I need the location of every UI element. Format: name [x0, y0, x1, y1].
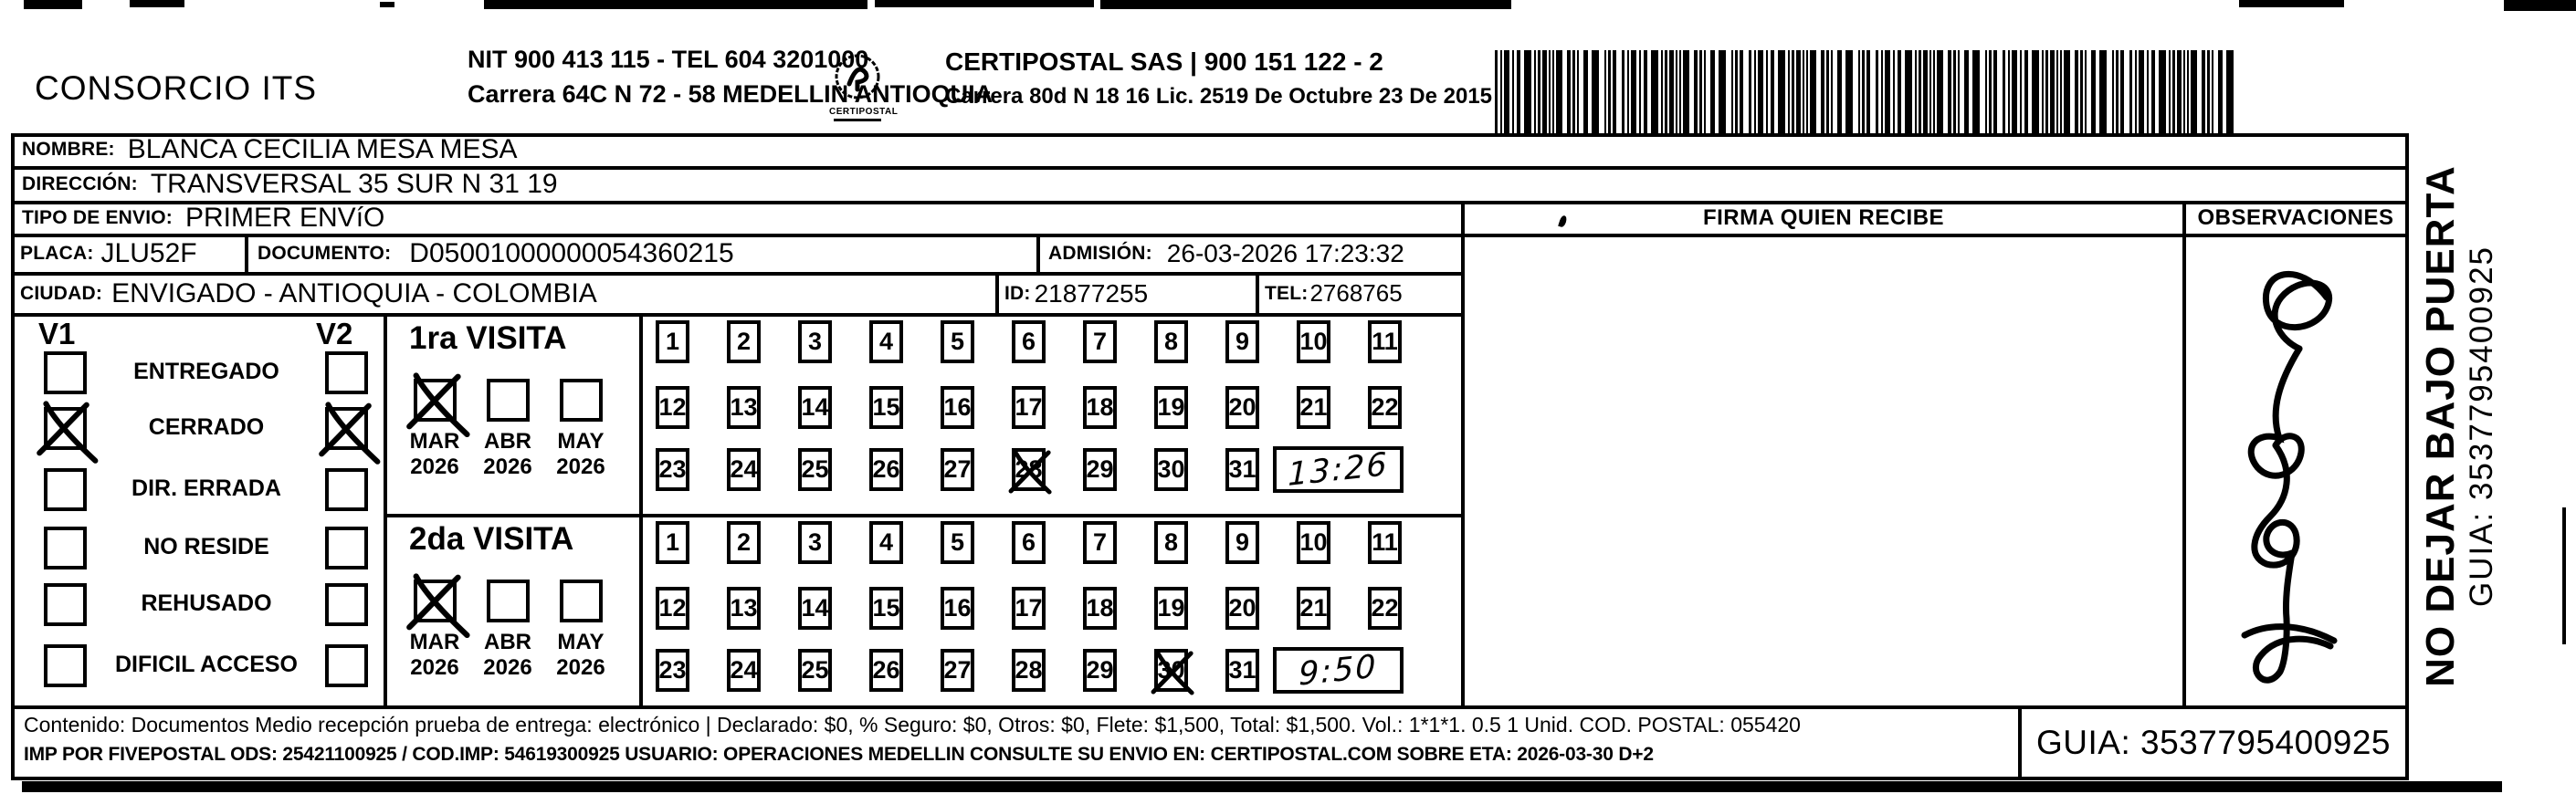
barcode-bar — [2191, 50, 2197, 134]
handwritten-x-mark — [1152, 647, 1196, 698]
barcode-bar — [2056, 50, 2058, 134]
day-box-4[interactable]: 4 — [869, 320, 903, 363]
barcode-bar — [1592, 50, 1599, 134]
day-box-26[interactable]: 26 — [869, 448, 903, 491]
checkbox-v1-dir-errada[interactable] — [44, 468, 87, 511]
footer-imp-line: IMP POR FIVEPOSTAL ODS: 25421100925 / COD.IMP: 54619300925 USUARIO: OPERACIONES MEDELLIN CONSULTE SU ENVIO EN: CERTIPOSTAL.COM SOBRE ETA: 2026-03-30 D+2 — [24, 744, 1654, 765]
barcode-bar — [2159, 50, 2166, 134]
barcode-bar — [1862, 50, 1865, 134]
day-box-16[interactable]: 16 — [941, 587, 974, 630]
v2-header: V2 — [316, 317, 353, 350]
admision-value: 26-03-2026 17:23:32 — [1166, 239, 1404, 267]
barcode-bar — [1876, 50, 1878, 134]
barcode-bar — [1524, 50, 1531, 134]
visit-title: 1ra VISITA — [409, 320, 567, 356]
id-label: ID: — [1004, 282, 1031, 304]
day-box-21[interactable]: 21 — [1297, 587, 1330, 630]
handwritten-time-box[interactable] — [1273, 446, 1404, 493]
handwritten-x-mark — [321, 402, 375, 457]
day-box-9[interactable]: 9 — [1225, 521, 1259, 564]
barcode-bar — [1923, 50, 1928, 134]
barcode — [1495, 50, 2242, 134]
month-column-mar — [402, 580, 468, 681]
barcode-bar — [2207, 50, 2210, 134]
barcode-bar — [1964, 50, 1969, 134]
checkbox-month-mar[interactable] — [414, 379, 457, 422]
barcode-bar — [1866, 50, 1870, 134]
barcode-bar — [2003, 50, 2005, 134]
day-box-8[interactable]: 8 — [1154, 320, 1188, 363]
day-box-1[interactable]: 1 — [656, 320, 689, 363]
id-cell — [1004, 274, 1148, 313]
barcode-bar — [1749, 50, 1751, 134]
barcode-bar — [1552, 50, 1554, 134]
barcode-bar — [1495, 50, 1498, 134]
barcode-bar — [1915, 50, 1917, 134]
barcode-bar — [1542, 50, 1547, 134]
handwritten-x-mark — [408, 373, 465, 430]
company-nit-line: NIT 900 413 115 - TEL 604 3201000 — [468, 46, 869, 73]
day-box-7[interactable]: 7 — [1083, 320, 1117, 363]
barcode-bar — [2112, 50, 2114, 134]
barcode-bar — [1504, 50, 1509, 134]
barcode-bar — [1905, 50, 1912, 134]
barcode-bar — [2099, 50, 2107, 134]
barcode-bar — [1604, 50, 1606, 134]
barcode-bar — [1810, 50, 1816, 134]
certipostal-logo-icon — [829, 51, 886, 102]
side-label-line2: GUIA: 3537795400925 — [2464, 245, 2499, 608]
visit-title: 2da VISITA — [409, 521, 574, 557]
day-box-20[interactable]: 20 — [1225, 587, 1259, 630]
tipo-envio-value: PRIMER ENVíO — [185, 203, 385, 233]
tipo-envio-row — [22, 203, 384, 234]
day-box-29[interactable]: 29 — [1083, 649, 1117, 692]
barcode-bar — [1583, 50, 1588, 134]
barcode-bar — [1676, 50, 1677, 134]
day-box-14[interactable]: 14 — [798, 386, 832, 429]
scan-artifact — [875, 0, 1094, 7]
barcode-bar — [1512, 50, 1514, 134]
day-box-22[interactable]: 22 — [1368, 587, 1402, 630]
day-box-10[interactable]: 10 — [1297, 320, 1330, 363]
barcode-bar — [2060, 50, 2062, 134]
scan-artifact-bottom-bar — [22, 781, 2502, 792]
handwritten-x-mark — [1010, 446, 1054, 497]
barcode-bar — [1831, 50, 1833, 134]
tel-label: TEL: — [1265, 282, 1309, 304]
day-box-24[interactable]: 24 — [727, 448, 761, 491]
barcode-bar — [2050, 50, 2055, 134]
barcode-bar — [1933, 50, 1935, 134]
barcode-bar — [1608, 50, 1611, 134]
barcode-bar — [1953, 50, 1956, 134]
barcode-bar — [2202, 50, 2205, 134]
status-option-label: NO RESIDE — [143, 534, 269, 559]
day-box-22[interactable]: 22 — [1368, 386, 1402, 429]
barcode-bar — [1958, 50, 1960, 134]
certipostal-address: Carrera 80d N 18 16 Lic. 2519 De Octubre 23 De 2015 — [945, 84, 1493, 109]
day-box-9[interactable]: 9 — [1225, 320, 1259, 363]
checkbox-v2-dir-errada[interactable] — [325, 468, 368, 511]
checkbox-v2-dificil-acceso[interactable] — [325, 644, 368, 687]
nombre-value: BLANCA CECILIA MESA MESA — [127, 134, 518, 164]
barcode-bar — [1989, 50, 1992, 134]
admision-cell — [1048, 235, 1404, 272]
footer-content-line: Contenido: Documentos Medio recepción prueba de entrega: electrónico | Declarado: $0, % Seguro: $0, Otros: $0, Flete: $1,500, Total: $1,500. Vol.: 1*1*1. 0.5 1 Unid. COD. POSTAL: 055420 — [24, 713, 1801, 737]
day-box-6[interactable]: 6 — [1012, 320, 1046, 363]
status-option-label: REHUSADO — [141, 590, 272, 616]
day-box-3[interactable]: 3 — [798, 521, 832, 564]
barcode-bar — [1972, 50, 1980, 134]
month-column-abr — [475, 379, 541, 480]
barcode-bar — [2032, 50, 2039, 134]
barcode-bar — [2075, 50, 2078, 134]
barcode-bar — [1771, 50, 1774, 134]
barcode-bar — [2172, 50, 2175, 134]
status-option-label: DIFICIL ACCESO — [114, 652, 298, 677]
barcode-bar — [1534, 50, 1536, 134]
checkbox-month-may[interactable] — [560, 580, 603, 622]
day-box-18[interactable]: 18 — [1083, 587, 1117, 630]
barcode-bar — [1731, 50, 1733, 134]
day-box-15[interactable]: 15 — [869, 386, 903, 429]
barcode-bar — [1694, 50, 1698, 134]
day-box-12[interactable]: 12 — [656, 386, 689, 429]
barcode-bar — [1948, 50, 1951, 134]
day-box-15[interactable]: 15 — [869, 587, 903, 630]
visit-1-day-grid — [643, 317, 1492, 514]
checkbox-v1-entregado[interactable] — [44, 351, 87, 394]
day-box-24[interactable]: 24 — [727, 649, 761, 692]
month-label: MAR — [409, 630, 460, 654]
guia-cell: GUIA: 3537795400925 — [2035, 724, 2392, 761]
day-box-25[interactable]: 25 — [798, 448, 832, 491]
tel-value: 2768765 — [1309, 279, 1403, 307]
barcode-bar — [1538, 50, 1540, 134]
day-box-14[interactable]: 14 — [798, 587, 832, 630]
month-label: MAR — [409, 429, 460, 454]
logo-tagline-mark — [834, 119, 881, 121]
barcode-bar — [2020, 50, 2022, 134]
month-year: 2026 — [410, 655, 459, 680]
company-address-line: Carrera 64C N 72 - 58 MEDELLIN ANTIOQUIA — [468, 80, 994, 108]
barcode-bar — [1837, 50, 1842, 134]
barcode-bar — [1556, 50, 1562, 134]
checkbox-month-abr[interactable] — [487, 379, 530, 422]
day-box-13[interactable]: 13 — [727, 587, 761, 630]
barcode-bar — [1778, 50, 1785, 134]
scan-artifact — [130, 0, 184, 7]
month-column-may — [548, 379, 614, 480]
barcode-bar — [2012, 50, 2017, 134]
checkbox-v1-no-reside[interactable] — [44, 527, 87, 569]
barcode-bar — [1567, 50, 1571, 134]
month-label: MAY — [557, 429, 605, 454]
day-box-29[interactable]: 29 — [1083, 448, 1117, 491]
direccion-label: DIRECCIÓN: — [22, 173, 138, 194]
status-option-label: ENTREGADO — [133, 359, 279, 384]
day-box-27[interactable]: 27 — [941, 649, 974, 692]
day-box-30[interactable]: 30 — [1154, 448, 1188, 491]
barcode-bar — [1796, 50, 1801, 134]
day-box-17[interactable]: 17 — [1012, 386, 1046, 429]
barcode-bar — [1826, 50, 1829, 134]
day-box-28[interactable]: 28 — [1012, 649, 1046, 692]
ciudad-value: ENVIGADO - ANTIOQUIA - COLOMBIA — [111, 277, 597, 308]
admision-label: ADMISIÓN: — [1048, 243, 1152, 264]
barcode-bar — [1985, 50, 1987, 134]
day-box-1[interactable]: 1 — [656, 521, 689, 564]
scan-artifact — [2504, 0, 2576, 11]
barcode-bar — [1806, 50, 1808, 134]
day-box-20[interactable]: 20 — [1225, 386, 1259, 429]
nombre-row — [22, 133, 518, 166]
barcode-bar — [1661, 50, 1663, 134]
documento-value: D05001000000054360215 — [409, 238, 734, 268]
barcode-bar — [1993, 50, 1997, 134]
day-box-2[interactable]: 2 — [727, 521, 761, 564]
logo-caption: CERTIPOSTAL — [829, 107, 899, 117]
day-box-10[interactable]: 10 — [1297, 521, 1330, 564]
visit-2-day-grid — [643, 517, 1492, 705]
barcode-bar — [2085, 50, 2087, 134]
checkbox-month-mar[interactable] — [414, 580, 457, 622]
handwritten-x-mark — [408, 574, 465, 631]
barcode-bar — [1858, 50, 1860, 134]
ciudad-cell — [20, 274, 597, 313]
barcode-bar — [2045, 50, 2048, 134]
barcode-bar — [1500, 50, 1502, 134]
barcode-bar — [1517, 50, 1520, 134]
day-box-11[interactable]: 11 — [1368, 320, 1402, 363]
id-value: 21877255 — [1034, 278, 1149, 308]
documento-label: DOCUMENTO: — [258, 243, 392, 264]
barcode-bar — [1639, 50, 1641, 134]
day-box-28[interactable]: 28 — [1012, 448, 1046, 491]
handwritten-x-mark — [38, 402, 93, 456]
barcode-bar — [1710, 50, 1715, 134]
scan-artifact — [2239, 0, 2344, 7]
barcode-bar — [1627, 50, 1629, 134]
barcode-bar — [2218, 50, 2223, 134]
handwritten-time: 9:50 — [1299, 647, 1378, 694]
visit-2-panel — [387, 517, 639, 705]
checkbox-v2-entregado[interactable] — [325, 351, 368, 394]
nombre-label: NOMBRE: — [22, 139, 115, 160]
barcode-bar — [1929, 50, 1931, 134]
barcode-bar — [1821, 50, 1824, 134]
month-year: 2026 — [556, 655, 605, 680]
side-label — [2418, 111, 2546, 741]
barcode-bar — [1792, 50, 1794, 134]
month-label: MAY — [557, 630, 605, 654]
month-year: 2026 — [483, 454, 532, 479]
barcode-bar — [2129, 50, 2132, 134]
barcode-bar — [1898, 50, 1901, 134]
placa-value: JLU52F — [100, 238, 197, 268]
company-name: CONSORCIO ITS — [35, 69, 318, 107]
month-year: 2026 — [483, 655, 532, 680]
barcode-bar — [1577, 50, 1579, 134]
day-box-16[interactable]: 16 — [941, 386, 974, 429]
barcode-bar — [1679, 50, 1681, 134]
barcode-bar — [1893, 50, 1895, 134]
barcode-bar — [2042, 50, 2044, 134]
firma-header: FIRMA QUIEN RECIBE — [1702, 205, 1945, 230]
status-option-label: CERRADO — [148, 414, 265, 440]
barcode-bar — [2024, 50, 2028, 134]
day-box-4[interactable]: 4 — [869, 521, 903, 564]
barcode-bar — [1758, 50, 1763, 134]
month-label: ABR — [484, 630, 531, 654]
barcode-bar — [2064, 50, 2070, 134]
scan-artifact — [2562, 507, 2566, 644]
barcode-bar — [2169, 50, 2171, 134]
day-box-31[interactable]: 31 — [1225, 448, 1259, 491]
day-box-23[interactable]: 23 — [656, 649, 689, 692]
barcode-bar — [1754, 50, 1756, 134]
scan-artifact — [484, 0, 867, 9]
barcode-bar — [1669, 50, 1674, 134]
checkbox-v1-rehusado[interactable] — [44, 583, 87, 626]
barcode-bar — [1644, 50, 1647, 134]
barcode-bar — [2080, 50, 2083, 134]
day-box-19[interactable]: 19 — [1154, 587, 1188, 630]
v1-header: V1 — [38, 317, 76, 350]
barcode-bar — [1631, 50, 1636, 134]
checkbox-v1-cerrado[interactable] — [44, 407, 87, 450]
barcode-bar — [2139, 50, 2144, 134]
barcode-bar — [1766, 50, 1768, 134]
day-box-30[interactable]: 30 — [1154, 649, 1188, 692]
checkbox-month-may[interactable] — [560, 379, 603, 422]
day-box-3[interactable]: 3 — [798, 320, 832, 363]
tipo-envio-label: TIPO DE ENVIO: — [22, 207, 173, 228]
barcode-bar — [1699, 50, 1702, 134]
barcode-bar — [1937, 50, 1943, 134]
day-box-18[interactable]: 18 — [1083, 386, 1117, 429]
status-option-label: DIR. ERRADA — [131, 475, 281, 501]
documento-cell — [258, 235, 734, 272]
barcode-bar — [1665, 50, 1667, 134]
barcode-bar — [1788, 50, 1790, 134]
month-year: 2026 — [410, 454, 459, 479]
barcode-bar — [2147, 50, 2149, 134]
day-box-17[interactable]: 17 — [1012, 587, 1046, 630]
day-box-5[interactable]: 5 — [941, 320, 974, 363]
barcode-bar — [1885, 50, 1890, 134]
day-box-26[interactable]: 26 — [869, 649, 903, 692]
observaciones-header: OBSERVACIONES — [2197, 205, 2394, 230]
month-column-may — [548, 580, 614, 681]
certipostal-line: CERTIPOSTAL SAS | 900 151 122 - 2 — [945, 47, 1383, 76]
day-box-8[interactable]: 8 — [1154, 521, 1188, 564]
day-box-19[interactable]: 19 — [1154, 386, 1188, 429]
barcode-bar — [1613, 50, 1616, 134]
tel-cell — [1265, 274, 1403, 313]
visit-1-panel — [387, 317, 639, 514]
barcode-bar — [1572, 50, 1575, 134]
direccion-value: TRANSVERSAL 35 SUR N 31 19 — [150, 169, 558, 199]
handwritten-time-box[interactable] — [1273, 647, 1404, 694]
placa-label: PLACA: — [20, 243, 94, 264]
scan-artifact — [1100, 0, 1511, 9]
barcode-bar — [2183, 50, 2185, 134]
barcode-bar — [2120, 50, 2124, 134]
status-panel — [15, 317, 380, 704]
barcode-bar — [1919, 50, 1921, 134]
scan-artifact — [380, 2, 394, 7]
day-box-12[interactable]: 12 — [656, 587, 689, 630]
day-box-11[interactable]: 11 — [1368, 521, 1402, 564]
barcode-bar — [1622, 50, 1624, 134]
barcode-bar — [1740, 50, 1743, 134]
barcode-bar — [2091, 50, 2096, 134]
checkbox-v2-cerrado[interactable] — [325, 407, 368, 450]
barcode-bar — [2116, 50, 2119, 134]
barcode-bar — [1651, 50, 1658, 134]
day-box-13[interactable]: 13 — [727, 386, 761, 429]
day-box-5[interactable]: 5 — [941, 521, 974, 564]
barcode-bar — [1845, 50, 1853, 134]
barcode-bar — [2187, 50, 2189, 134]
scan-artifact — [24, 0, 82, 9]
direccion-row — [22, 168, 558, 201]
day-box-25[interactable]: 25 — [798, 649, 832, 692]
side-label-line1: NO DEJAR BAJO PUERTA — [2418, 165, 2463, 687]
barcode-bar — [2008, 50, 2010, 134]
checkbox-month-abr[interactable] — [487, 580, 530, 622]
day-box-6[interactable]: 6 — [1012, 521, 1046, 564]
barcode-bar — [1704, 50, 1706, 134]
checkbox-v2-no-reside[interactable] — [325, 527, 368, 569]
day-box-7[interactable]: 7 — [1083, 521, 1117, 564]
barcode-bar — [1683, 50, 1689, 134]
barcode-bar — [2135, 50, 2137, 134]
barcode-bar — [2226, 50, 2234, 134]
barcode-bar — [1803, 50, 1804, 134]
barcode-bar — [2212, 50, 2213, 134]
month-year: 2026 — [556, 454, 605, 479]
signature — [2192, 245, 2402, 701]
barcode-bar — [1719, 50, 1726, 134]
day-box-23[interactable]: 23 — [656, 448, 689, 491]
barcode-bar — [1549, 50, 1551, 134]
ciudad-label: CIUDAD: — [20, 282, 103, 304]
checkbox-v1-dificil-acceso[interactable] — [44, 644, 87, 687]
barcode-bar — [1881, 50, 1883, 134]
barcode-bar — [1735, 50, 1738, 134]
month-column-mar — [402, 379, 468, 480]
month-label: ABR — [484, 429, 531, 454]
checkbox-v2-rehusado[interactable] — [325, 583, 368, 626]
handwritten-time: 13:26 — [1288, 445, 1389, 494]
day-box-31[interactable]: 31 — [1225, 649, 1259, 692]
certipostal-logo — [829, 51, 899, 117]
barcode-bar — [2151, 50, 2155, 134]
day-box-27[interactable]: 27 — [941, 448, 974, 491]
month-column-abr — [475, 580, 541, 681]
day-box-21[interactable]: 21 — [1297, 386, 1330, 429]
day-box-2[interactable]: 2 — [727, 320, 761, 363]
placa-cell — [20, 235, 197, 272]
barcode-bar — [2177, 50, 2182, 134]
